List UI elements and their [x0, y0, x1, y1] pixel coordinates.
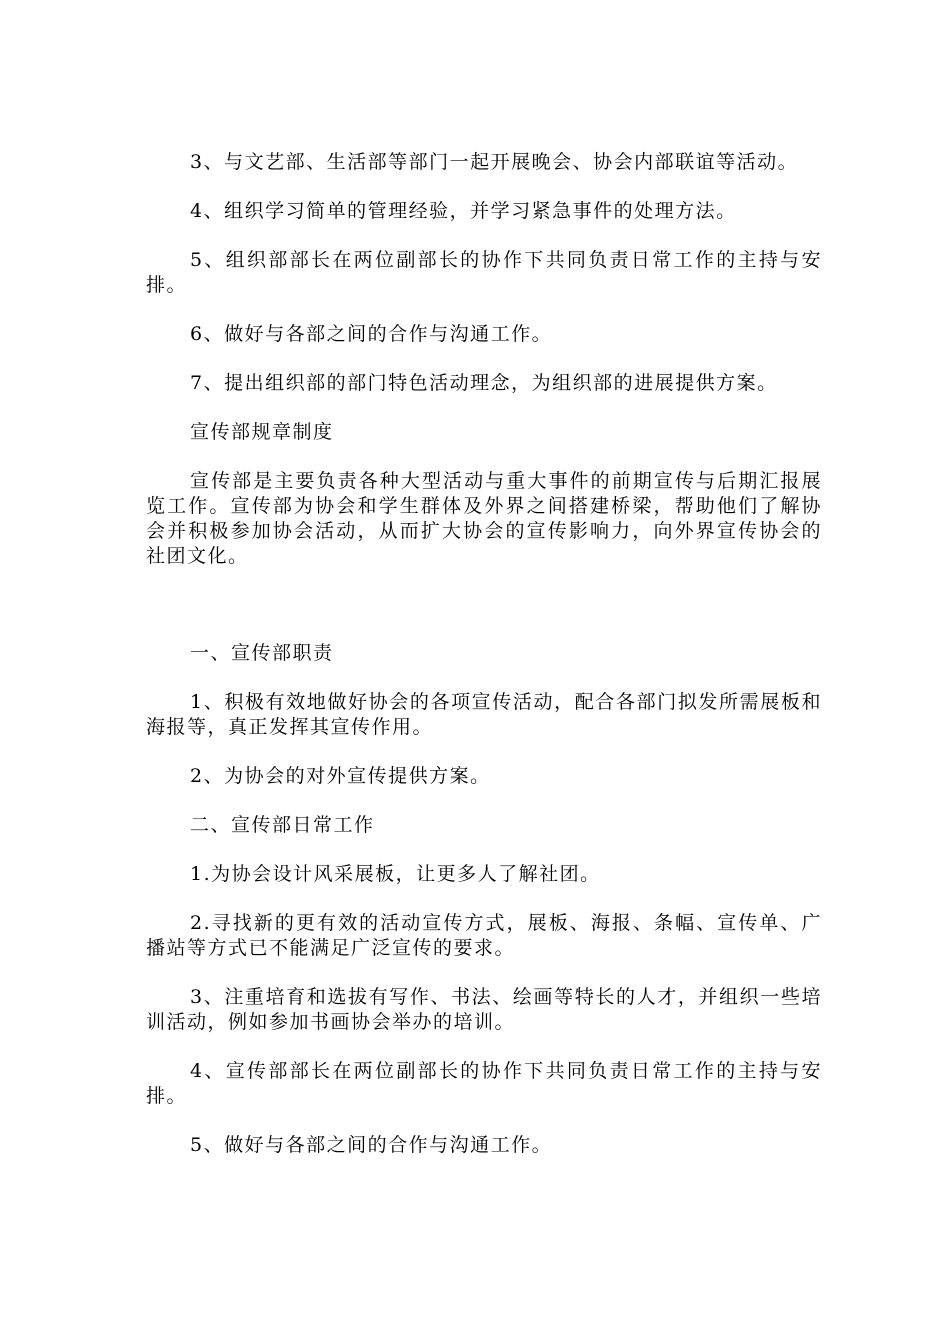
- duty-item-1: 1、积极有效地做好协会的各项宣传活动，配合各部门拟发所需展板和海报等，真正发挥其宣传作用。: [146, 691, 822, 738]
- paragraph-publicity-intro: 宣传部是主要负责各种大型活动与重大事件的前期宣传与后期汇报展览工作。宣传部为协会和学生群体及外界之间搭建桥梁，帮助他们了解协会并积极参加协会活动，从而扩大协会的宣传影响力，向外界宣传协会的社团文化。: [146, 470, 822, 567]
- paragraph-item-3-activities: 3、与文艺部、生活部等部门一起开展晚会、协会内部联谊等活动。: [190, 151, 799, 173]
- paragraph-item-5-minister: 5、组织部部长在两位副部长的协作下共同负责日常工作的主持与安排。: [146, 249, 822, 296]
- daily-work-item-2: 2.寻找新的更有效的活动宣传方式，展板、海报、条幅、宣传单、广播站等方式已不能满足广泛宣传的要求。: [146, 912, 822, 959]
- daily-work-item-3: 3、注重培育和选拔有写作、书法、绘画等特长的人才，并组织一些培训活动，例如参加书画协会举办的培训。: [146, 986, 822, 1033]
- paragraph-item-6-cooperation: 6、做好与各部之间的合作与沟通工作。: [190, 323, 553, 345]
- daily-work-item-5: 5、做好与各部之间的合作与沟通工作。: [190, 1134, 553, 1156]
- duty-item-2: 2、为协会的对外宣传提供方案。: [190, 765, 491, 787]
- document-body: [146, 150, 822, 1182]
- daily-work-item-1: 1.为协会设计风采展板，让更多人了解社团。: [190, 863, 601, 885]
- paragraph-item-7-proposal: 7、提出组织部的部门特色活动理念，为组织部的进展提供方案。: [190, 372, 778, 394]
- section-title-publicity-rules: 宣传部规章制度: [190, 421, 334, 443]
- paragraph-item-4-management: 4、组织学习简单的管理经验，并学习紧急事件的处理方法。: [190, 200, 737, 222]
- heading-publicity-duties: 一、宣传部职责: [190, 642, 334, 664]
- blank-spacer: [146, 593, 822, 641]
- daily-work-item-4: 4、宣传部部长在两位副部长的协作下共同负责日常工作的主持与安排。: [146, 1060, 822, 1107]
- heading-daily-work: 二、宣传部日常工作: [190, 814, 375, 836]
